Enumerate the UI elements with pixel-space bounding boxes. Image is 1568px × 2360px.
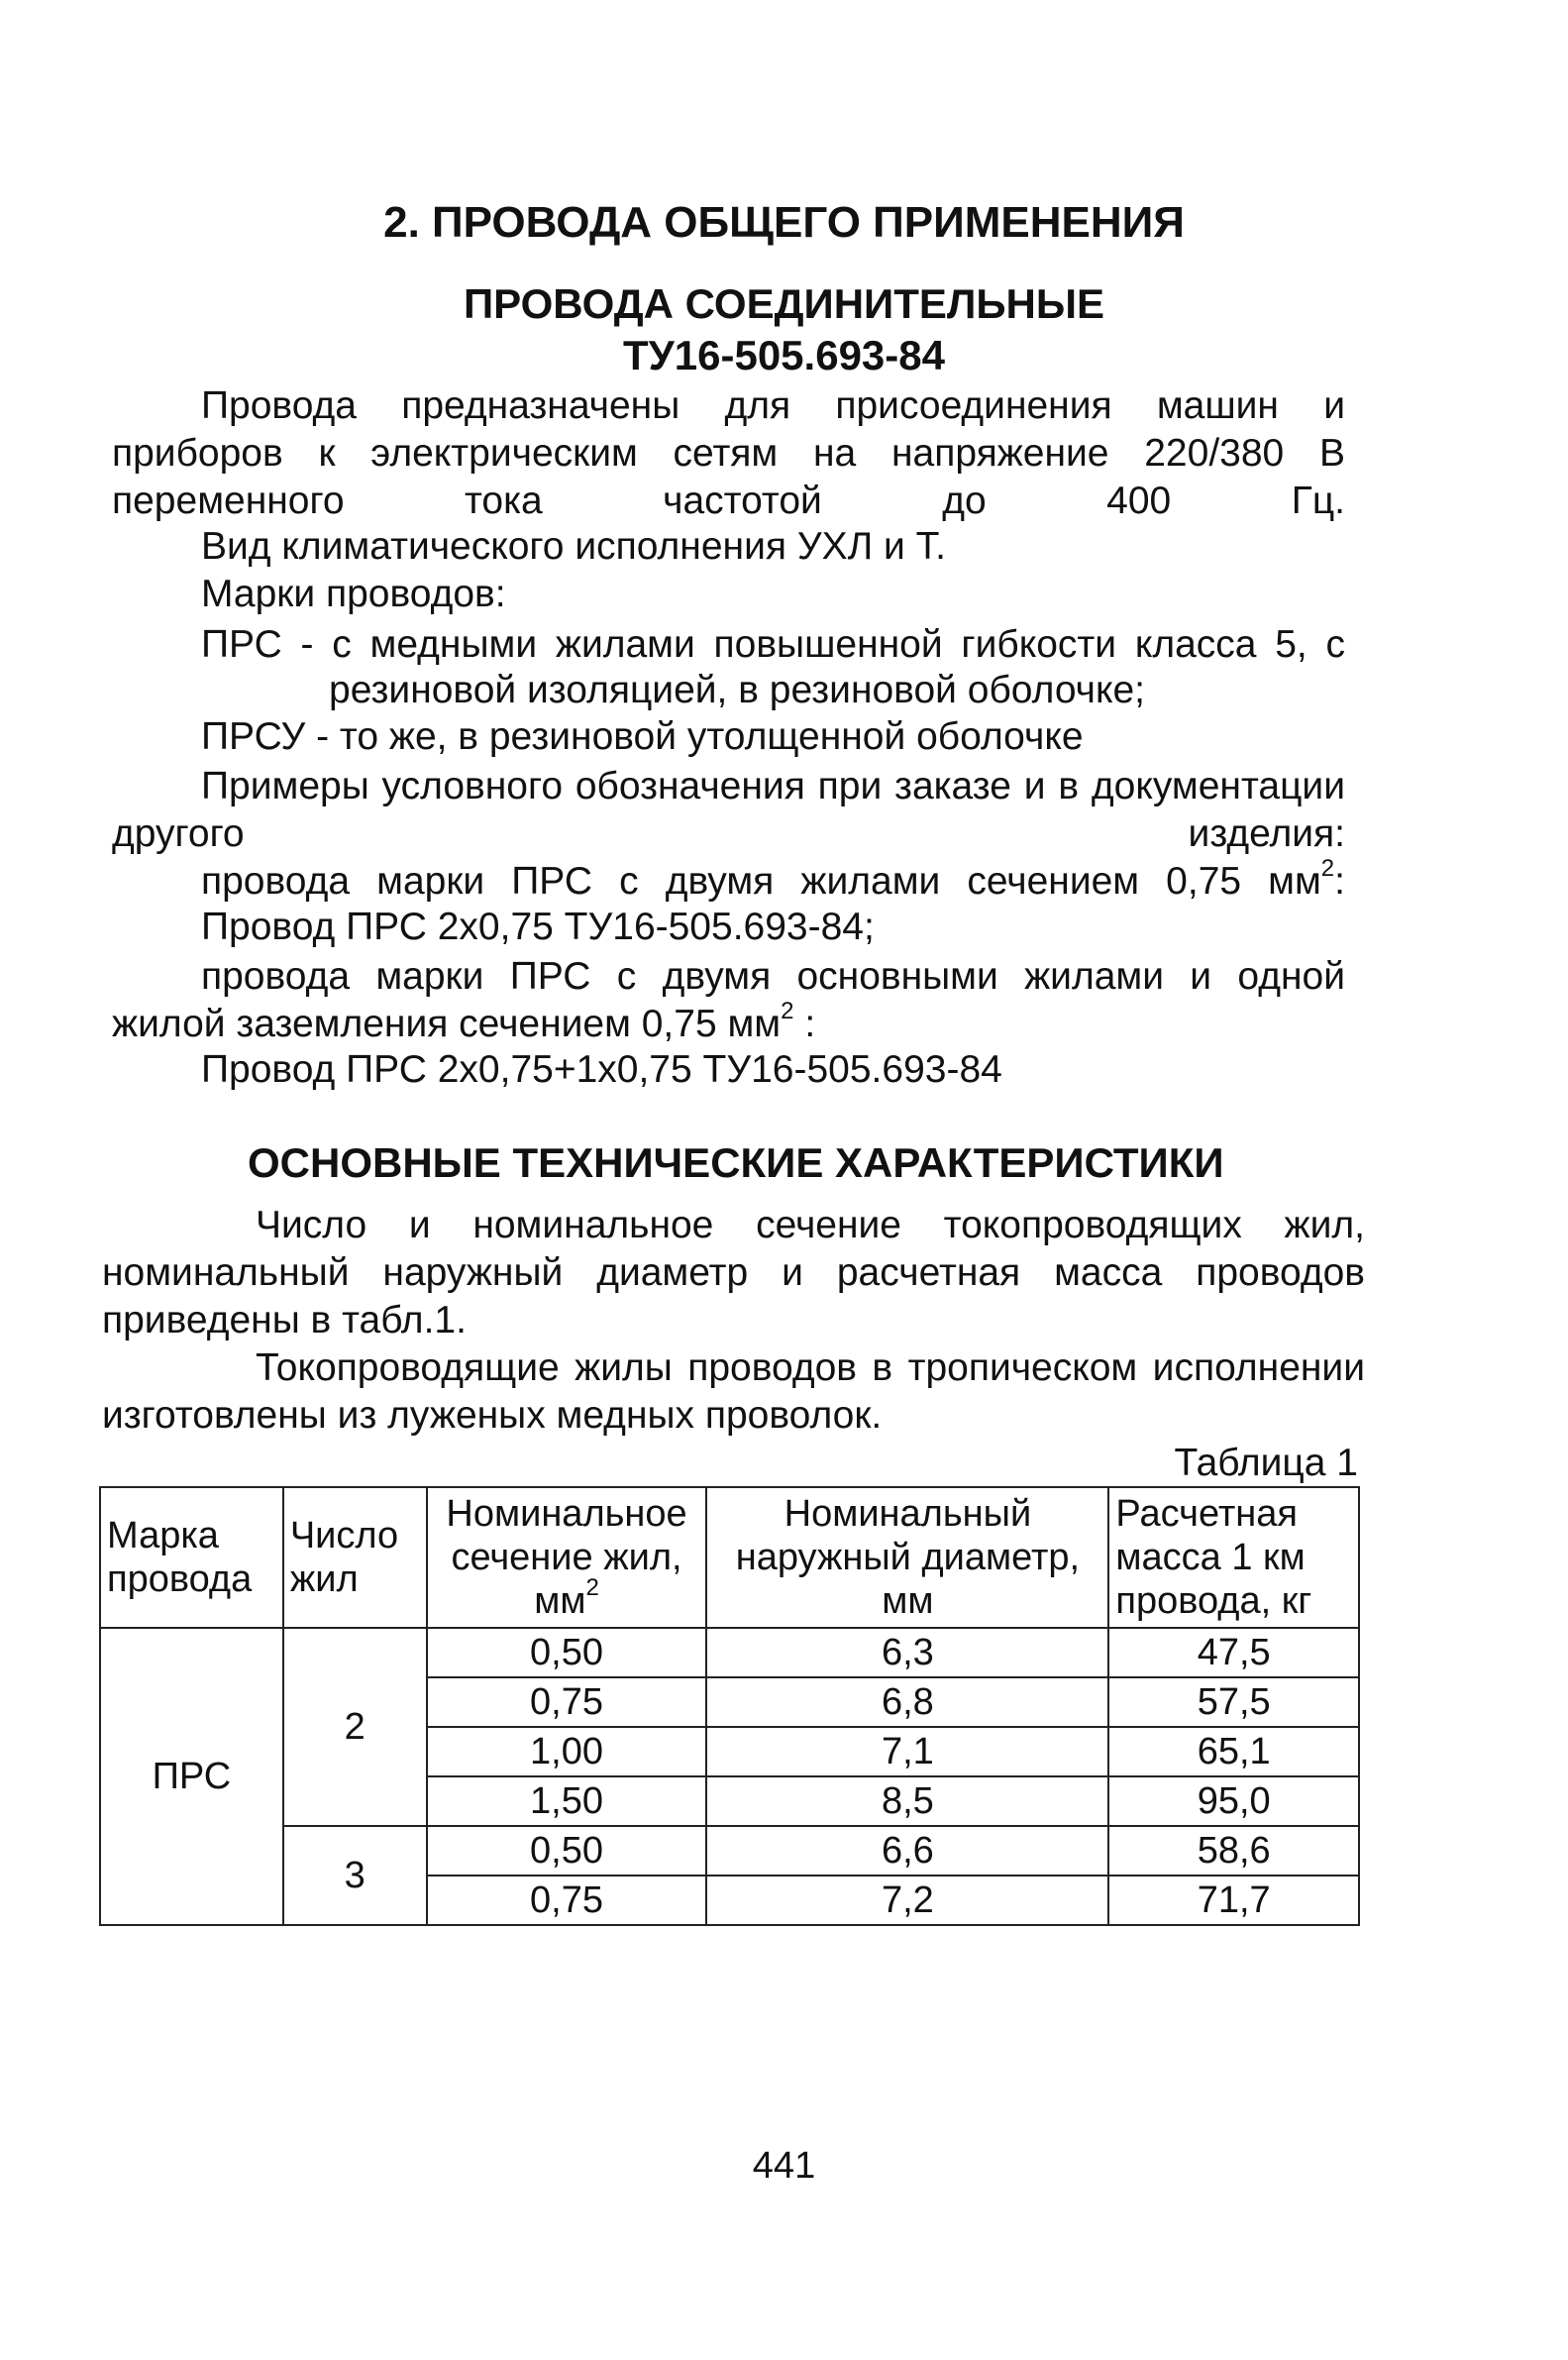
example-2 — [112, 953, 1345, 1048]
table-label: Таблица 1 — [1174, 1442, 1358, 1484]
cell-diameter: 7,1 — [706, 1727, 1108, 1776]
header-mass: Расчетная масса 1 км провода, кг — [1108, 1487, 1359, 1628]
tu-code: ТУ16-505.693-84 — [622, 332, 945, 378]
example-2-text: провода марки ПРС с двумя основными жилами и одной жилой заземления сечением 0,75 мм — [112, 955, 1345, 1045]
cell-count-3: 3 — [283, 1826, 427, 1925]
tech-paragraph-1-text: Число и номинальное сечение токопроводящих жил, номинальный наружный диаметр и расчетная масса проводов приведены в табл.1. — [102, 1204, 1365, 1341]
cell-count-2: 2 — [283, 1628, 427, 1826]
examples-intro — [112, 763, 1345, 858]
climate-line: Вид климатического исполнения УХЛ и Т. — [201, 525, 946, 568]
intro-text: Провода предназначены для присоединения машин и приборов к электрическим сетям на напряжение 220/380 В переменного тока частотой до 400 Гц. — [112, 384, 1345, 522]
prs-description — [201, 621, 1345, 669]
cell-mass: 58,6 — [1108, 1826, 1359, 1876]
cell-section: 0,75 — [427, 1677, 707, 1727]
cell-diameter: 6,3 — [706, 1628, 1108, 1677]
cell-diameter: 7,2 — [706, 1876, 1108, 1925]
cell-mass: 71,7 — [1108, 1876, 1359, 1925]
cell-section: 0,50 — [427, 1826, 707, 1876]
table-row — [100, 1628, 1359, 1677]
table-header-row — [100, 1487, 1359, 1628]
superscript: 2 — [1320, 855, 1335, 882]
table-row — [100, 1826, 1359, 1876]
page-number: 441 — [752, 2145, 816, 2187]
cell-mark: ПРС — [100, 1628, 283, 1925]
tech-title: ОСНОВНЫЕ ТЕХНИЧЕСКИЕ ХАРАКТЕРИСТИКИ — [248, 1139, 1224, 1186]
cell-diameter: 6,6 — [706, 1826, 1108, 1876]
cell-mass: 65,1 — [1108, 1727, 1359, 1776]
cell-mass: 47,5 — [1108, 1628, 1359, 1677]
data-table — [99, 1486, 1360, 1926]
example-2-end: : — [793, 1003, 816, 1045]
prs-description-continued: резиновой изоляцией, в резиновой оболочке; — [329, 669, 1146, 711]
cell-diameter: 6,8 — [706, 1677, 1108, 1727]
cell-section: 0,75 — [427, 1876, 707, 1925]
cell-mass: 57,5 — [1108, 1677, 1359, 1727]
header-section — [427, 1487, 707, 1628]
intro-paragraph — [112, 382, 1345, 525]
marks-label: Марки проводов: — [201, 573, 506, 615]
header-diameter: Номинальный наружный диаметр, мм — [706, 1487, 1108, 1628]
prs-description-text: ПРС - с медными жилами повышенной гибкости класса 5, с — [201, 623, 1345, 666]
cell-section: 0,50 — [427, 1628, 707, 1677]
cell-section: 1,00 — [427, 1727, 707, 1776]
example-1 — [201, 855, 1345, 906]
sub-title: ПРОВОДА СОЕДИНИТЕЛЬНЫЕ — [463, 280, 1105, 327]
examples-intro-text: Примеры условного обозначения при заказе и в документации другого изделия: — [112, 765, 1345, 855]
header-count: Число жил — [283, 1487, 427, 1628]
example-2-code: Провод ПРС 2х0,75+1х0,75 ТУ16-505.693-84 — [201, 1048, 1002, 1091]
prsu-description: ПРСУ - то же, в резиновой утолщенной оболочке — [201, 715, 1084, 758]
example-1-end: : — [1334, 860, 1345, 903]
tech-paragraph-2 — [102, 1344, 1365, 1440]
example-1-code: Провод ПРС 2х0,75 ТУ16-505.693-84; — [201, 906, 875, 948]
tech-paragraph-1 — [102, 1202, 1365, 1344]
cell-section: 1,50 — [427, 1776, 707, 1826]
example-1-text: провода марки ПРС с двумя жилами сечением 0,75 мм — [201, 860, 1321, 903]
cell-mass: 95,0 — [1108, 1776, 1359, 1826]
header-mark: Марка провода — [100, 1487, 283, 1628]
tech-paragraph-2-text: Токопроводящие жилы проводов в тропическом исполнении изготовлены из луженых медных проволок. — [102, 1346, 1365, 1437]
superscript: 2 — [781, 998, 794, 1024]
cell-diameter: 8,5 — [706, 1776, 1108, 1826]
header-section-text: Номинальное сечение жил, мм — [446, 1493, 687, 1622]
superscript: 2 — [585, 1574, 599, 1602]
section-title: 2. ПРОВОДА ОБЩЕГО ПРИМЕНЕНИЯ — [383, 198, 1185, 247]
